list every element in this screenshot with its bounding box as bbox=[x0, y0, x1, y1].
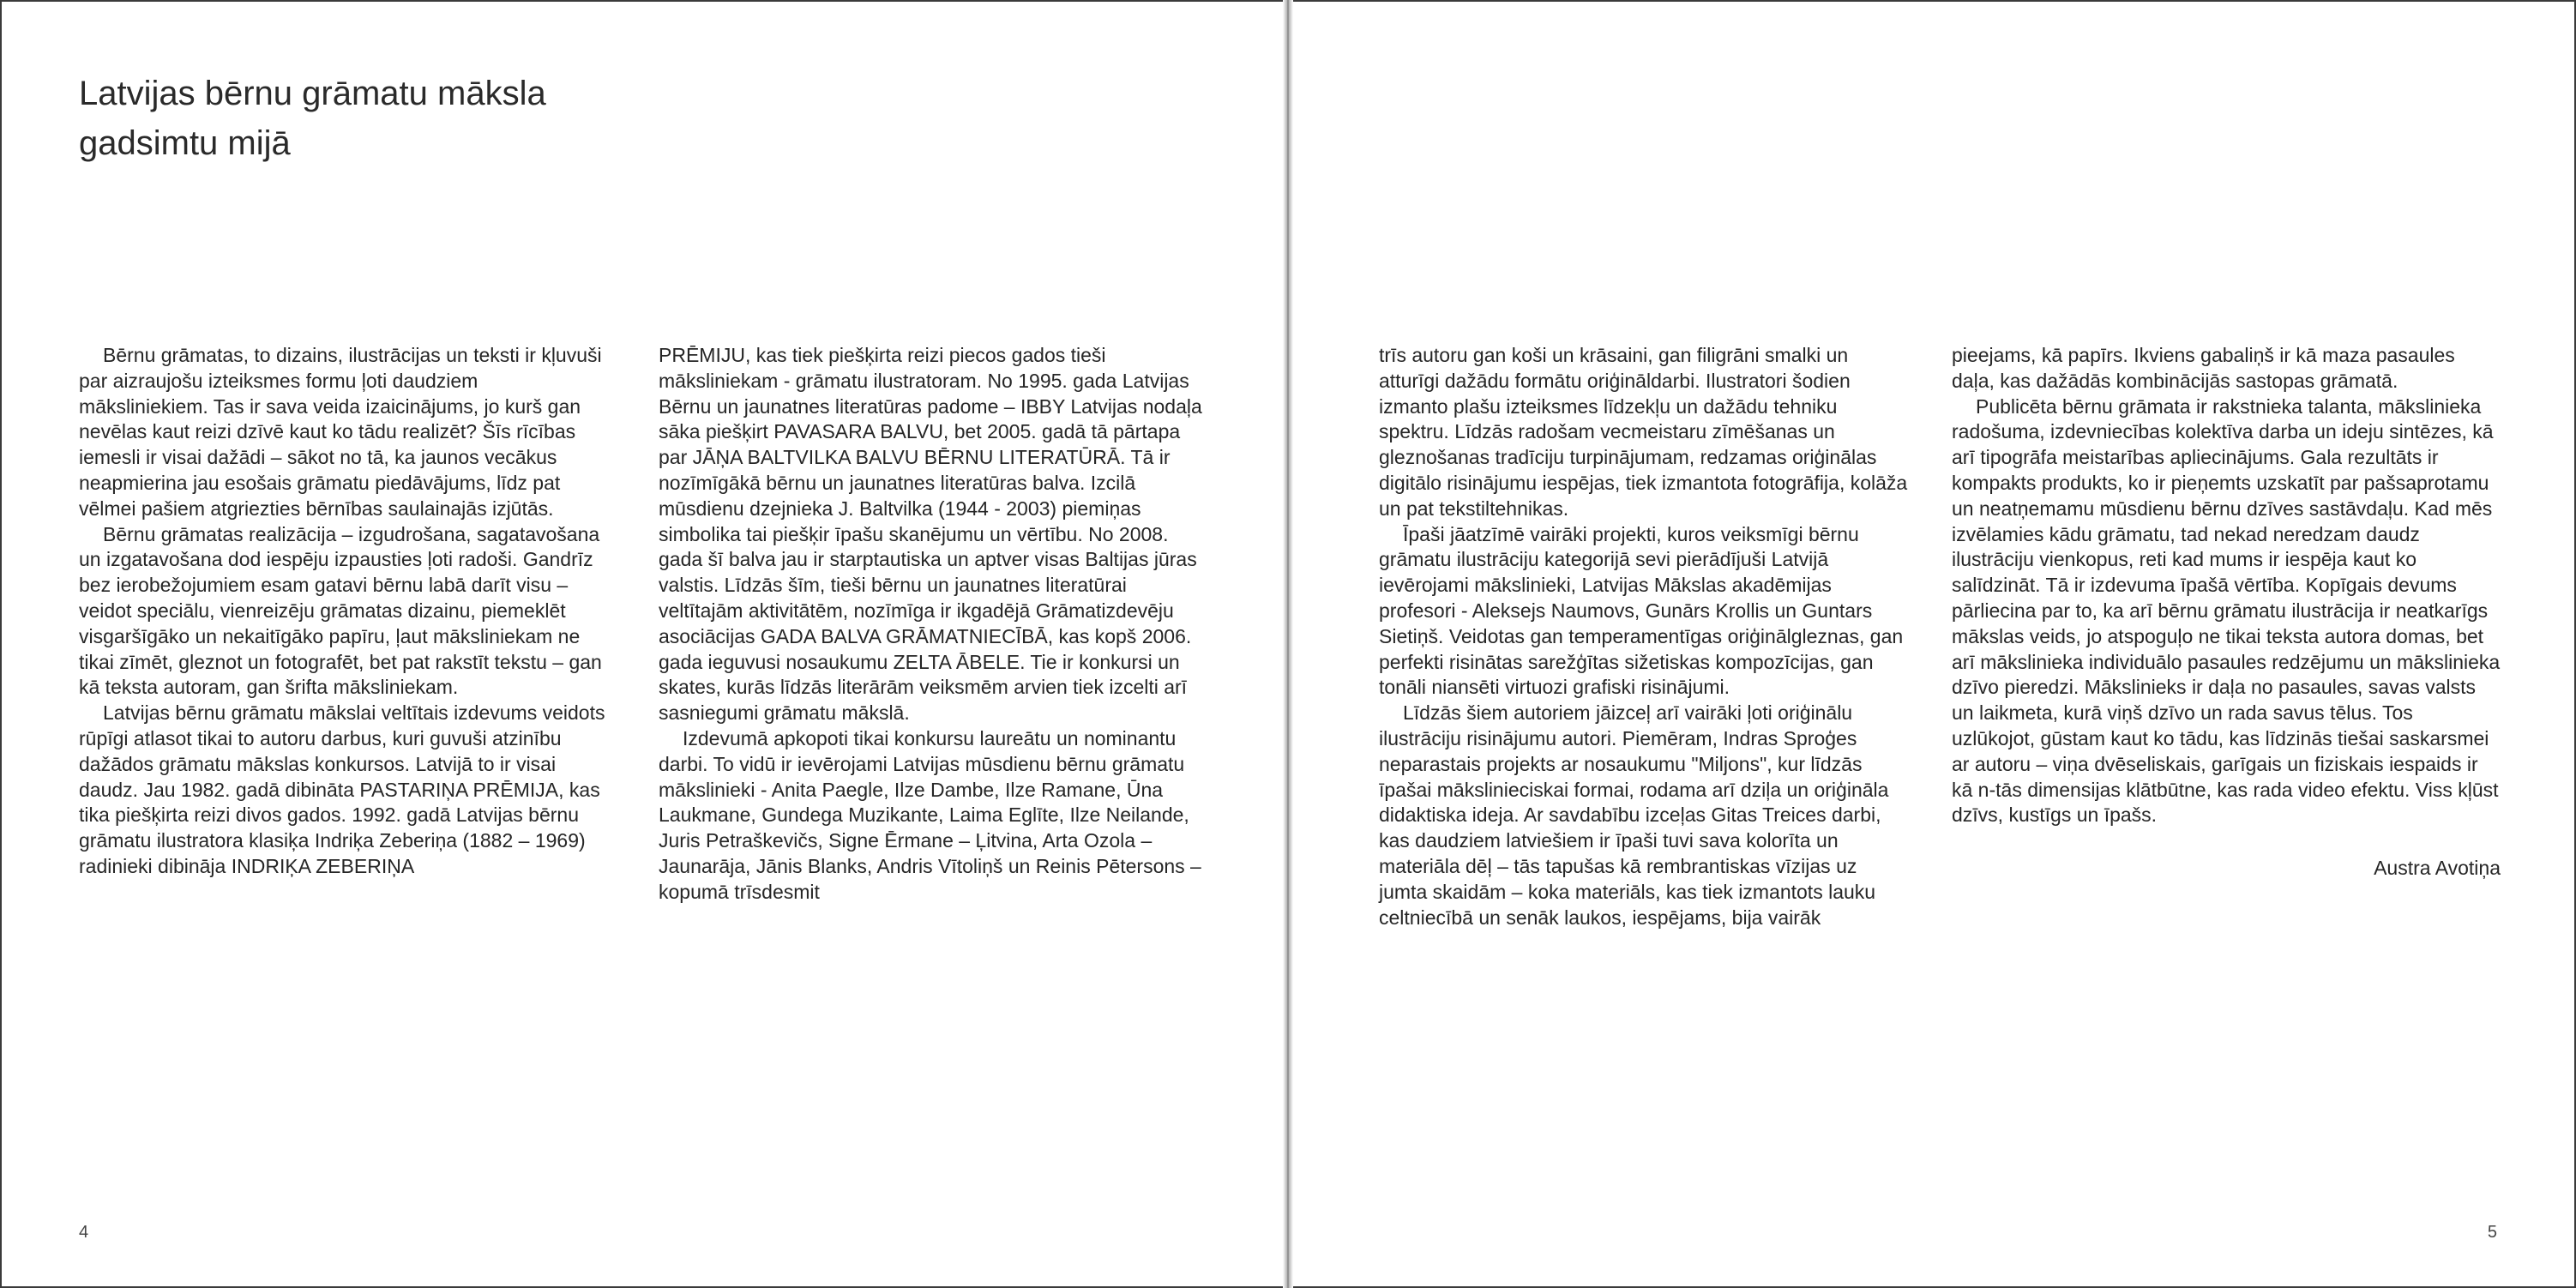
author-signature: Austra Avotiņa bbox=[2374, 857, 2501, 880]
paragraph: Izdevumā apkopoti tikai konkursu laureātu un nominantu darbi. To vidū ir ievērojami Latvijas mūsdienu bērnu grāmatu mākslinieki - Anita Paegle, Ilze Dambe, Ilze Ramane, Ūna Laukmane, Gundega Muzikante, Laima Eglīte, Ilze Neilande, Juris Petraškevičs, Signe Ērmane – Ļitvina, Arta Ozola – Jaunarāja, Jānis Blanks, Andris Vītoliņš un Reinis Pētersons – kopumā trīsdesmit bbox=[659, 726, 1201, 903]
title-line-2: gadsimtu mijā bbox=[79, 124, 291, 162]
text-column-left-2 bbox=[659, 343, 1207, 906]
paragraph-continued: PRĒMIJU, kas tiek piešķirta reizi piecos gados tieši māksliniekam - grāmatu ilustratoram. No 1995. gada Latvijas Bērnu un jaunatnes literatūras padome – IBBY Latvijas nodaļa sāka piešķirt PAVASARA BALVU, bet 2005. gadā tā pārtapa par JĀŅA BALTVILKA BALVU BĒRNU LITERATŪRĀ. Tā ir nozīmīgākā bērnu un jaunatnes literatūras balva. Izcilā mūsdienu dzejnieka J. Baltvilka (1944 - 2003) piemiņas simbolika tai piešķir īpašu skanējumu un vērtību. No 2008. gada šī balva jau ir starptautiska un aptver visas Baltijas jūras valstis. Līdzās šīm, tieši bērnu un jaunatnes literatūrai veltītajām aktivitātēm, nozīmīga ir ikgadējā Grāmatizdevēju asociācijas GADA BALVA GRĀMATNIECĪBĀ, kas kopš 2006. gada ieguvusi nosaukumu ZELTA ĀBELE. Tie ir konkursi un skates, kurās līdzās literārām veiksmēm arvien tiek izcelti arī sasniegumi grāmatu mākslā. bbox=[659, 344, 1202, 725]
text-column-left-1 bbox=[79, 343, 609, 880]
paragraph: Līdzās šiem autoriem jāizceļ arī vairāki ļoti oriģinālu ilustrāciju risinājumu autori. Piemēram, Indras Sproģes neparastais projekts ar nosaukumu "Miljons", kur līdzās īpašai mākslinieciskai formai, rodama arī dziļa un oriģināla didaktiska ideja. Ar savdabību izceļas Gitas Treices darbi, kas daudziem latviešiem ir īpaši tuvi sava kolorīta un materiāla dēļ – tās tapušas kā rembrantiskas vīzijas uz jumta skaidām – koka materiāls, kas tiek izmantots lauku celtniecībā un senāk laukos, iespējams, bija vairāk bbox=[1379, 701, 1889, 929]
text-column-right-2 bbox=[1952, 343, 2501, 882]
text-column-right-1 bbox=[1379, 343, 1909, 930]
page-title bbox=[79, 69, 679, 168]
paragraph: Latvijas bērnu grāmatu mākslai veltītais izdevums veidots rūpīgi atlasot tikai to autoru darbus, kuri guvuši atzinību dažādos grāmatu mākslas konkursos. Latvijā to ir visai daudz. Jau 1982. gadā dibināta PASTARIŅA PRĒMIJA, kas tika piešķirta reizi divos gados. 1992. gadā Latvijas bērnu grāmatu ilustratora klasiķa Indriķa Zeberiņa (1882 – 1969) radinieki dibināja INDRIĶA ZEBERIŅA bbox=[79, 701, 605, 877]
book-spine-gutter bbox=[1283, 0, 1293, 1288]
page-number-left: 4 bbox=[79, 1223, 89, 1242]
paragraph: Īpaši jāatzīmē vairāki projekti, kuros veiksmīgi bērnu grāmatu ilustrāciju kategorijā sevi pierādījuši Latvijā ievērojami mākslinieki, Latvijas Mākslas akadēmijas profesori - Aleksejs Naumovs, Gunārs Krollis un Guntars Sietiņš. Veidotas gan temperamentīgas oriģinālgleznas, gan perfekti risinātas sarežģītas sižetiskas kompozīcijas, gan tonāli niansēti virtuozi grafiski risinājumi. bbox=[1379, 522, 1904, 699]
right-page bbox=[1288, 0, 2576, 1288]
page-number-right: 5 bbox=[2487, 1223, 2497, 1242]
title-line-1: Latvijas bērnu grāmatu māksla bbox=[79, 75, 546, 112]
paragraph-continued: trīs autoru gan koši un krāsaini, gan filigrāni smalki un atturīgi dažādu formātu oriģināldarbi. Ilustratori šodien izmanto plašu izteiksmes līdzekļu un dažādu tehniku spektru. Līdzās radošam vecmeistaru zīmēšanas un gleznošanas tradīciju turpinājumam, redzamas oriģinālas digitālo risinājumu iespējas, tiek izmantota fotogrāfija, kolāža un pat tekstiltehnikas. bbox=[1379, 344, 1908, 520]
paragraph: Bērnu grāmatas, to dizains, ilustrācijas un teksti ir kļuvuši par aizraujošu izteiksmes formu ļoti daudziem māksliniekiem. Tas ir sava veida izaicinājums, jo kurš gan nevēlas kaut reizi dzīvē kaut ko tādu realizēt? Šīs rīcības iemesli ir visai dažādi – sākot no tā, ka jaunos vecākus neapmierina jau esošais grāmatu piedāvājums, līdz pat vēlmei pašiem atgriezties bērnības saulainajās izjūtās. bbox=[79, 344, 602, 520]
paragraph: Bērnu grāmatas realizācija – izgudrošana, sagatavošana un izgatavošana dod iespēju izpausties ļoti radoši. Gandrīz bez ierobežojumiem esam gatavi bērnu labā darīt visu – veidot speciālu, vienreizēju grāmatas dizainu, piemeklēt visgaršīgāko un nekaitīgāko papīru, ļaut māksliniekam ne tikai zīmēt, gleznot un fotografēt, bet pat rakstīt tekstu – gan kā teksta autoram, gan šrifta māksliniekam. bbox=[79, 522, 602, 699]
paragraph: Publicēta bērnu grāmata ir rakstnieka talanta, mākslinieka radošuma, izdevniecības kolektīva darba un ideju sintēzes, kā arī tipogrāfa meistarības apliecinājums. Gala rezultāts ir kompakts produkts, ko ir pieņemts uzskatīt par pašsaprotamu un neatņemamu mūsdienu bērnu dzīves sastāvdaļu. Kad mēs izvēlamies kādu grāmatu, tad nekad neredzam daudz ilustrāciju vienkopus, reti kad mums ir iespēja kaut ko salīdzināt. Tā ir izdevuma īpašā vērtība. Kopīgais devums pārliecina par to, ka arī bērnu grāmatu ilustrācija ir neatkarīgs mākslas veids, jo atspoguļo ne tikai teksta autora domas, bet arī mākslinieka individuālo pasaules redzējumu un mākslinieka dzīvo pieredzi. Mākslinieks ir daļa no pasaules, savas valsts un laikmeta, kurā viņš dzīvo un rada savus tēlus. Tos uzlūkojot, gūstam kaut ko tādu, kas līdzinās tiešai saskarsmei ar autoru – viņa dvēseliskais, garīgais un fiziskais iespaids ir kā n-tās dimensijas klātbūtne, kas rada video efektu. Viss kļūst dzīvs, kustīgs un īpašs. bbox=[1952, 394, 2501, 827]
paragraph-continued: pieejams, kā papīrs. Ikviens gabaliņš ir kā maza pasaules daļa, kas dažādās kombinācijās sastopas grāmatā. bbox=[1952, 344, 2455, 392]
